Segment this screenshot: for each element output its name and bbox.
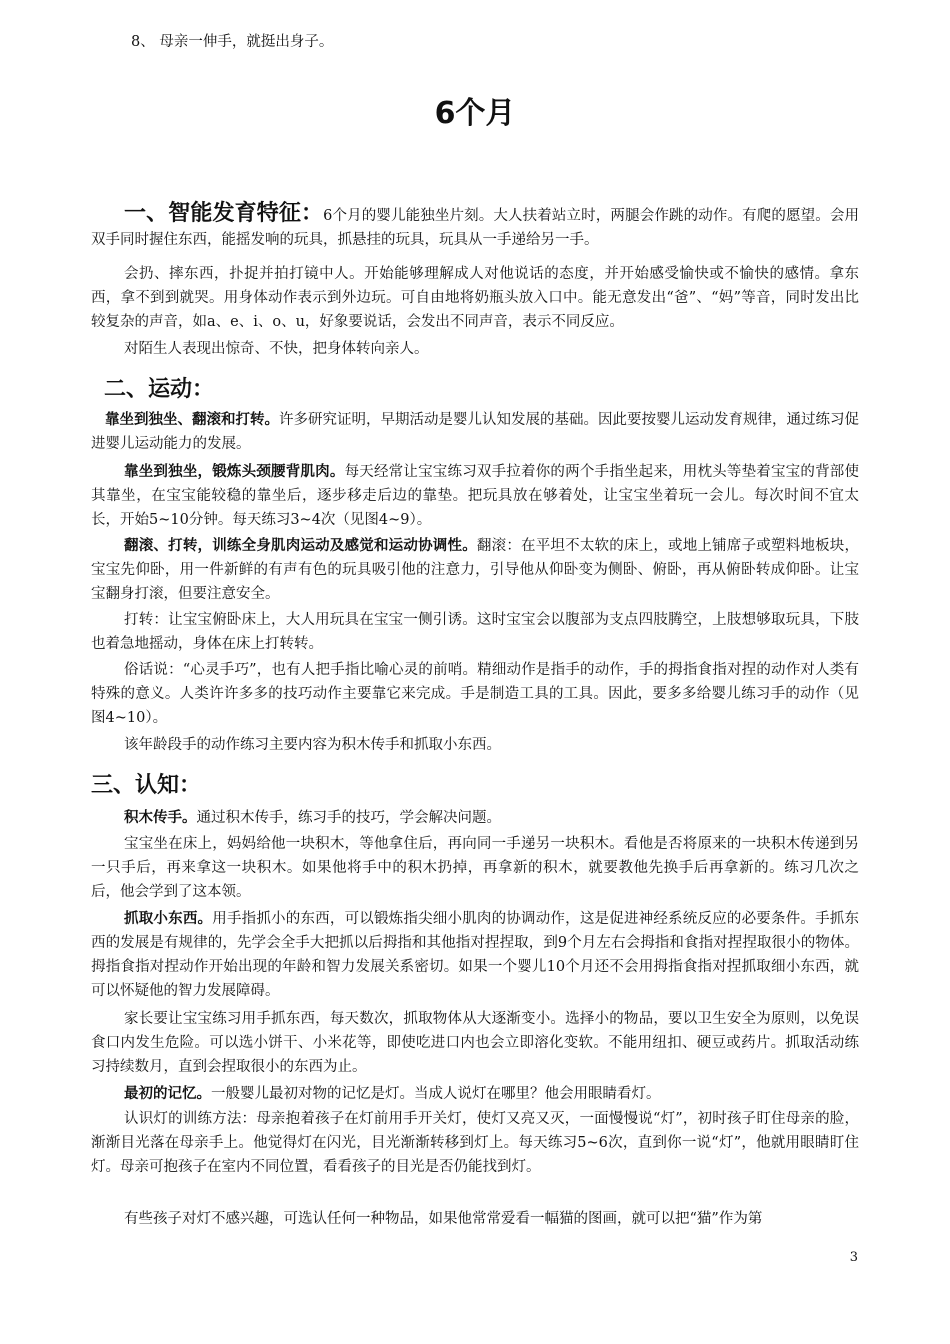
- section3-paragraph-7: 有些孩子对灯不感兴趣，可选认任何一种物品，如果他常常爱看一幅猫的图画，就可以把“猫”作为第: [124, 1211, 763, 1227]
- section2-bold-1: 靠坐到独坐、翻滚和打转。: [105, 411, 279, 428]
- section3-paragraph-1: [91, 806, 859, 830]
- section3-paragraph-6: 认识灯的训练方法：母亲抱着孩子在灯前用手开关灯，使灯又亮又灭，一面慢慢说“灯”，初时孩子盯住母亲的脸，渐渐目光落在母亲手上。他觉得灯在闪光，目光渐渐转移到灯上。每天练习5~6次，直到你一说“灯”，他就用眼睛盯住灯。母亲可抱孩子在室内不同位置，看看孩子的目光是否仍能找到灯。: [91, 1111, 859, 1175]
- section3-text-5: 一般婴儿最初对物的记忆是灯。当成人说灯在哪里？他会用眼睛看灯。: [211, 1086, 661, 1102]
- section3-heading: 三、认知：: [91, 773, 202, 798]
- section1-text-1: 6个月的婴儿能独坐片刻。大人扶着站立时，两腿会作跳的动作。有爬的愿望。会用双手同时握住东西，能摇发响的玩具，抓悬挂的玩具，玩具从一手递给另一手。: [91, 208, 859, 248]
- list-item-8: 8、 母亲一伸手，就挺出身子。: [131, 34, 334, 50]
- section2-paragraph-5: 俗话说：“心灵手巧”，也有人把手指比喻心灵的前哨。精细动作是指手的动作，手的拇指食指对捏的动作对人类有特殊的意义。人类许许多多的技巧动作主要靠它来完成。手是制造工具的工具。因此，要多多给婴儿练习手的动作（见图4~10）。: [91, 662, 859, 726]
- section3-bold-5: 最初的记忆。: [124, 1085, 211, 1102]
- section3-paragraph-5: [91, 1082, 859, 1106]
- section3-text-1: 通过积木传手，练习手的技巧，学会解决问题。: [196, 810, 501, 826]
- section2-bold-3: 翻滚、打转，训练全身肌肉运动及感觉和运动协调性。: [124, 537, 477, 554]
- page-number: 3: [849, 1250, 858, 1265]
- section2-paragraph-6: 该年龄段手的动作练习主要内容为积木传手和抓取小东西。: [124, 737, 501, 753]
- section3-paragraph-3: [91, 907, 859, 1003]
- section1-paragraph-2: 会扔、摔东西，扑捉并拍打镜中人。开始能够理解成人对他说话的态度，并开始感受愉快或不愉快的感情。拿东西，拿不到到就哭。用身体动作表示到外边玩。可自由地将奶瓶头放入口中。能无意发出“爸”、“妈”等音，同时发出比较复杂的声音，如a、e、i、o、u，好象要说话，会发出不同声音，表示不同反应。: [91, 266, 859, 330]
- section1-heading: 一、智能发育特征：: [124, 201, 324, 226]
- section3-bold-3: 抓取小东西。: [124, 910, 213, 927]
- section3-text-3: 用手指抓小的东西，可以锻炼指尖细小肌肉的协调动作，这是促进神经系统反应的必要条件。手抓东西的发展是有规律的，先学会全手大把抓以后拇指和其他指对捏捏取，到9个月左右会拇指和食指对捏捏取很小的物体。拇指食指对捏动作开始出现的年龄和智力发展关系密切。如果一个婴儿10个月还不会用拇指食指对捏抓取细小东西，就可以怀疑他的智力发展障碍。: [91, 911, 860, 999]
- section2-heading: 二、运动：: [104, 377, 215, 402]
- page-title: 6个月: [434, 96, 516, 131]
- section3-bold-1: 积木传手。: [124, 809, 197, 826]
- section1-paragraph-1: [91, 202, 859, 252]
- section3-paragraph-2: 宝宝坐在床上，妈妈给他一块积木，等他拿住后，再向同一手递另一块积木。看他是否将原来的一块积木传递到另一只手后，再来拿这一块积木。如果他将手中的积木扔掉，再拿新的积木，就要教他先换手后再拿新的。练习几次之后，他会学到了这本领。: [91, 836, 859, 900]
- section2-text-1: 许多研究证明，早期活动是婴儿认知发展的基础。因此要按婴儿运动发育规律，通过练习促进婴儿运动能力的发展。: [91, 412, 859, 452]
- section2-text-2: 每天经常让宝宝练习双手拉着你的两个手指坐起来，用枕头等垫着宝宝的背部使其靠坐，在宝宝能较稳的靠坐后，逐步移走后边的靠垫。把玩具放在够着处，让宝宝坐着玩一会儿。每次时间不宜太长，开始5~10分钟。每天练习3~4次（见图4~9）。: [91, 464, 859, 528]
- section1-paragraph-3: 对陌生人表现出惊奇、不快，把身体转向亲人。: [124, 341, 429, 357]
- section2-paragraph-1: [91, 408, 859, 456]
- section2-paragraph-2: [91, 460, 859, 532]
- section2-paragraph-4: 打转：让宝宝俯卧床上，大人用玩具在宝宝一侧引诱。这时宝宝会以腹部为支点四肢腾空，上肢想够取玩具，下肢也着急地摇动，身体在床上打转转。: [91, 612, 859, 652]
- section2-bold-2: 靠坐到独坐，锻炼头颈腰背肌肉。: [124, 463, 345, 480]
- section2-paragraph-3: [91, 534, 859, 606]
- section2-text-3: 翻滚：在平坦不太软的床上，或地上铺席子或塑料地板块，宝宝先仰卧，用一件新鲜的有声有色的玩具吸引他的注意力，引导他从仰卧变为侧卧、俯卧，再从俯卧转成仰卧。让宝宝翻身打滚，但要注意安全。: [91, 538, 860, 602]
- section3-paragraph-4: 家长要让宝宝练习用手抓东西，每天数次，抓取物体从大逐渐变小。选择小的物品，要以卫生安全为原则，以免误食口内发生危险。可以选小饼干、小米花等，即使吃进口内也会立即溶化变软。不能用纽扣、硬豆或药片。抓取活动练习持续数月，直到会捏取很小的东西为止。: [91, 1011, 859, 1075]
